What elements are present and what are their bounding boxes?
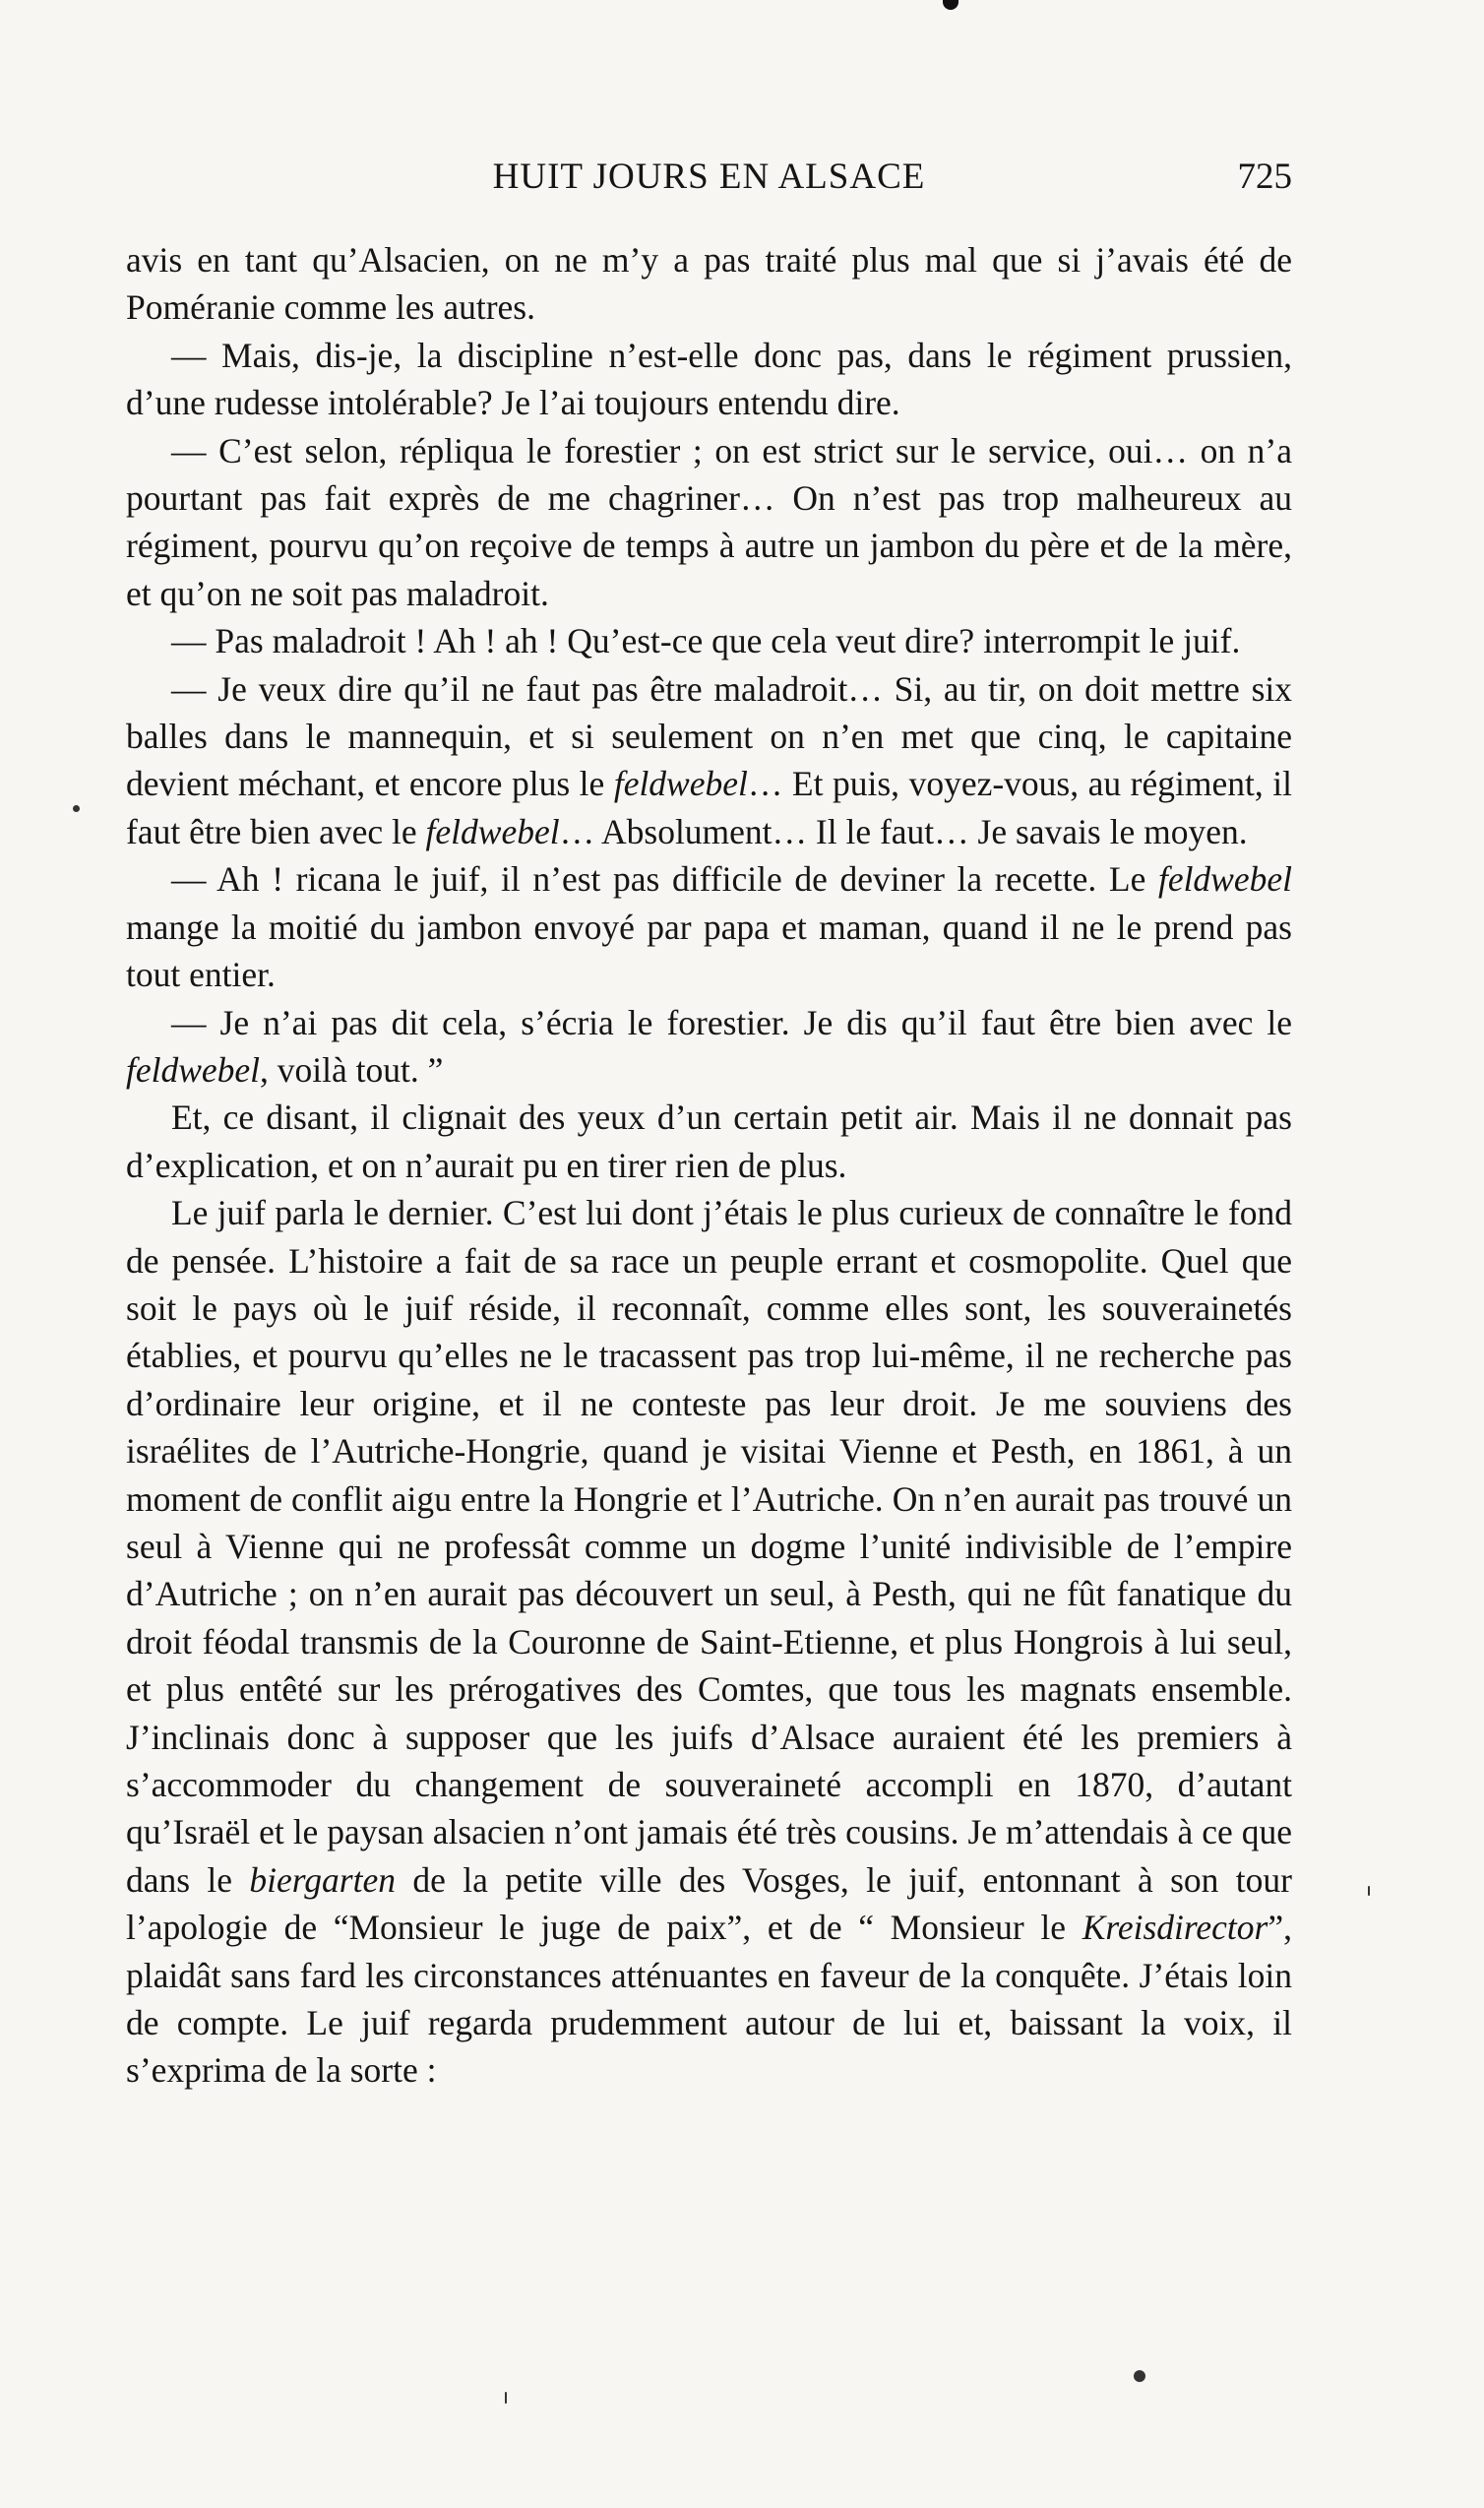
text-run: — Je n’ai pas dit cela, s’écria le forestier. Je dis qu’il faut être bien avec le <box>171 1002 1292 1042</box>
paragraph-8: Et, ce disant, il clignait des yeux d’un certain petit air. Mais il ne donnait pas d’explication, et on n’aurait pu en tirer rien de plus. <box>126 1097 1292 1185</box>
italic-term: Kreisdirector <box>1082 1908 1268 1948</box>
text-run: — Je veux dire qu’il ne faut pas être maladroit… Si, au tir, on doit mettre six balles dans le mannequin, et si seulement on n’en met que cinq, le capitaine devient méchant, et encore plus le <box>126 668 1292 804</box>
text-run: , voilà tout. ” <box>260 1049 444 1090</box>
text-run: de la petite ville des Vosges, le juif, entonnant à son tour l’apologie de “Monsieur le juge de paix”, et de “ Monsieur le <box>126 1859 1292 1948</box>
body-text <box>126 236 1292 2095</box>
text-run: … Absolument… Il le faut… Je savais le moyen. <box>559 811 1248 851</box>
paragraph-7 <box>126 999 1292 1095</box>
paragraph-5 <box>126 665 1292 856</box>
ink-speck <box>505 2392 507 2404</box>
page-header <box>126 156 1292 205</box>
paragraph-3: — C’est selon, répliqua le forestier ; on est strict sur le service, oui… on n’a pourtant pas fait exprès de me chagriner… On n’est pas trop malheureux au régiment, pourvu qu’on reçoive de temps à autre un jambon du père et de la mère, et qu’on ne soit pas maladroit. <box>126 430 1292 613</box>
paragraph-2: — Mais, dis-je, la discipline n’est-elle donc pas, dans le régiment prussien, d’une rudesse intolérable? Je l’ai toujours entendu dire. <box>126 335 1292 423</box>
italic-term: feldwebel <box>425 811 560 851</box>
ink-speck <box>73 805 80 812</box>
italic-term: feldwebel <box>613 764 748 804</box>
text-run: ”, plaidât sans fard les circonstances atténuantes en faveur de la conquête. J’étais loin de compte. Le juif regarda prudemment autour de lui et, baissant la voix, il s’exprima de la sorte : <box>126 1908 1292 2091</box>
italic-term: feldwebel <box>1157 859 1292 900</box>
text-run: … Et puis, voyez-vous, au régiment, il faut être bien avec le <box>126 764 1292 851</box>
running-title: HUIT JOURS EN ALSACE <box>492 157 926 197</box>
italic-term: feldwebel <box>126 1049 261 1090</box>
ink-speck <box>1368 1886 1370 1896</box>
paragraph-9 <box>126 1189 1292 2095</box>
text-run: Le juif parla le dernier. C’est lui dont j’étais le plus curieux de connaître le fond de pensée. L’histoire a fait de sa race un peuple errant et cosmopolite. Quel que soit le pays où le juif réside, il reconnaît, comme elles sont, les souverainetés établies, et pourvu qu’elles ne le tracassent pas trop lui-même, il ne recherche pas d’ordinaire leur origine, et il ne conteste pas leur droit. Je me souviens des israélites de l’Autriche-Hongrie, quand je visitai Vienne et Pesth, en 1861, à un moment de conflit aigu entre la Hongrie et l’Autriche. On n’en aurait pas trouvé un seul à Vienne qui ne professât comme un dogme l’unité indivisible de l’empire d’Autriche ; on n’en aurait pas découvert un seul, à Pesth, qui ne fût fanatique du droit féodal transmis de la Couronne de Saint-Etienne, et plus Hongrois à lui seul, et plus entêté sur les prérogatives des Comtes, que tous les magnats ensemble. J’inclinais donc à supposer que les juifs d’Alsace auraient été les premiers à s’accommoder du changement de souveraineté accompli en 1870, d’autant qu’Israël et le paysan alsacien n’ont jamais été très cousins. Je m’attendais à ce que dans le <box>126 1193 1292 1900</box>
text-run: mange la moitié du jambon envoyé par papa et maman, quand il ne le prend pas tout entier. <box>126 907 1292 995</box>
paragraph-1: avis en tant qu’Alsacien, on ne m’y a pas traité plus mal que si j’avais été de Poméranie comme les autres. <box>126 240 1292 328</box>
text-run: — Ah ! ricana le juif, il n’est pas difficile de deviner la recette. Le <box>171 859 1158 900</box>
paragraph-6 <box>126 855 1292 998</box>
page-number: 725 <box>1237 157 1292 197</box>
italic-term: biergarten <box>249 1859 396 1900</box>
print-mark <box>943 0 958 10</box>
paragraph-4: — Pas maladroit ! Ah ! ah ! Qu’est-ce que cela veut dire? interrompit le juif. <box>171 621 1241 661</box>
ink-speck <box>1134 2370 1145 2382</box>
